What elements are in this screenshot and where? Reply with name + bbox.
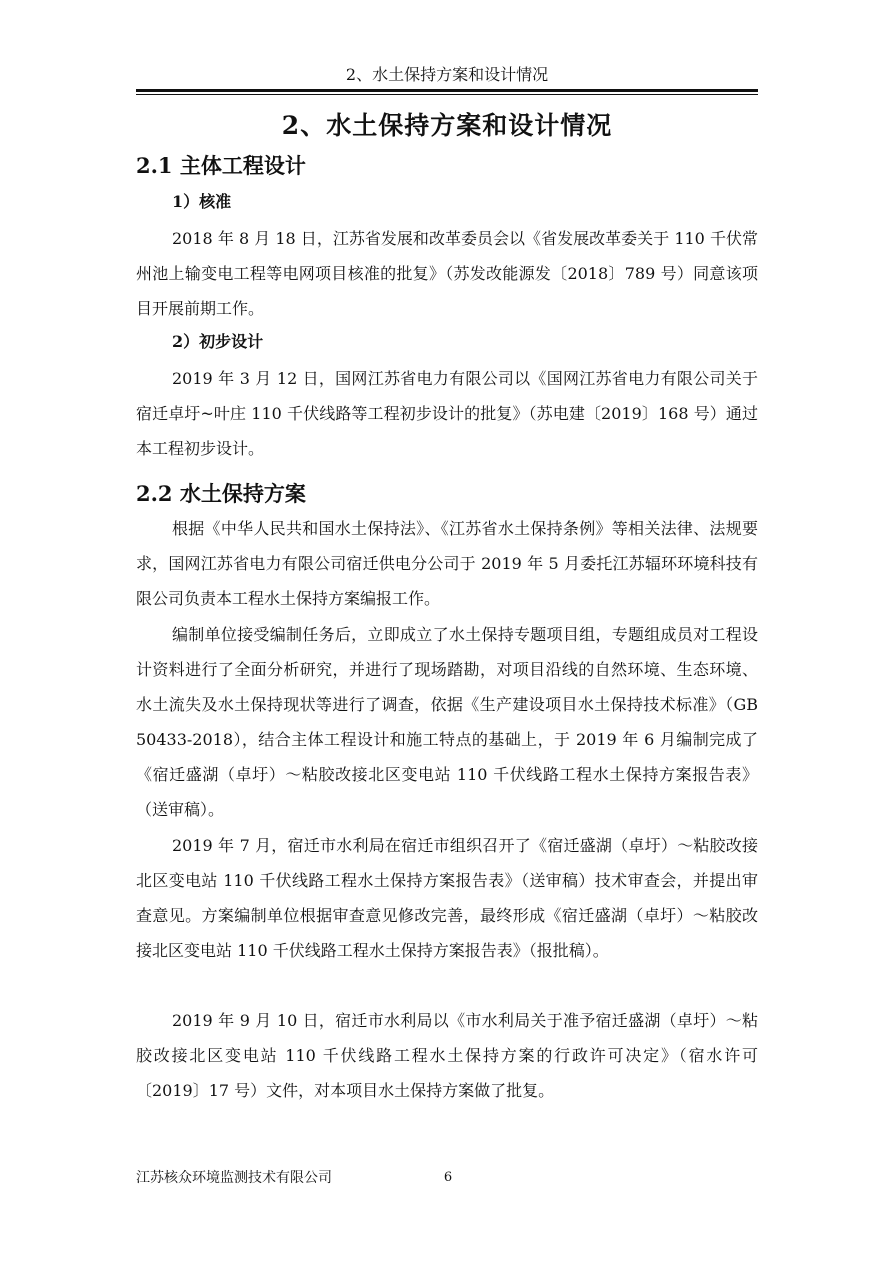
section-heading-2-1: 2.1 主体工程设计 (136, 153, 306, 178)
subheading-approval: 1）核准 (172, 192, 232, 211)
paragraph-soil-plan-4: 2019 年 9 月 10 日，宿迁市水利局以《市水利局关于准予宿迁盛湖（卓圩）～粘胶改接北区变电站 110 千伏线路工程水土保持方案的行政许可决定》（宿水许可〔2019〕17 号）文件，对本项目水土保持方案做了批复。 (136, 1011, 758, 1100)
paragraph-preliminary-design: 2019 年 3 月 12 日，国网江苏省电力有限公司以《国网江苏省电力有限公司关于宿迁卓圩~叶庄 110 千伏线路等工程初步设计的批复》（苏电建〔2019〕168 号）通过本工程初步设计。 (136, 369, 758, 458)
section-heading-2-2: 2.2 水土保持方案 (136, 481, 306, 506)
paragraph-soil-plan-2: 编制单位接受编制任务后，立即成立了水土保持专题项目组，专题组成员对工程设计资料进行了全面分析研究，并进行了现场踏勘，对项目沿线的自然环境、生态环境、水土流失及水土保持现状等进行了调查，依据《生产建设项目水土保持技术标准》（GB 50433-2018），结合主体工程设计和施工特点的基础上，于 2019 年 6 月编制完成了《宿迁盛湖（卓圩）～粘胶改接北区变电站 110 千伏线路工程水土保持方案报告表》（送审稿）。 (136, 625, 758, 819)
paragraph-soil-plan-3: 2019 年 7 月，宿迁市水利局在宿迁市组织召开了《宿迁盛湖（卓圩）～粘胶改接北区变电站 110 千伏线路工程水土保持方案报告表》（送审稿）技术审查会，并提出审查意见。方案编制单位根据审查意见修改完善，最终形成《宿迁盛湖（卓圩）～粘胶改接北区变电站 110 千伏线路工程水土保持方案报告表》（报批稿）。 (136, 836, 758, 960)
running-header: 2、水土保持方案和设计情况 (345, 65, 549, 84)
paragraph-soil-plan-1: 根据《中华人民共和国水土保持法》、《江苏省水土保持条例》等相关法律、法规要求，国网江苏省电力有限公司宿迁供电分公司于 2019 年 5 月委托江苏辐环环境科技有限公司负责本工程水土保持方案编报工作。 (136, 519, 758, 608)
paragraph-approval: 2018 年 8 月 18 日，江苏省发展和改革委员会以《省发展改革委关于 110 千伏常州池上输变电工程等电网项目核准的批复》（苏发改能源发〔2018〕789 号）同意该项目开展前期工作。 (136, 229, 758, 318)
chapter-title: 2、水土保持方案和设计情况 (281, 111, 613, 140)
header-rule (136, 89, 758, 92)
page-number: 6 (443, 1170, 453, 1185)
footer-company: 江苏核众环境监测技术有限公司 (136, 1170, 332, 1186)
header-rule-thin (136, 94, 758, 95)
subheading-preliminary-design: 2）初步设计 (172, 332, 264, 351)
